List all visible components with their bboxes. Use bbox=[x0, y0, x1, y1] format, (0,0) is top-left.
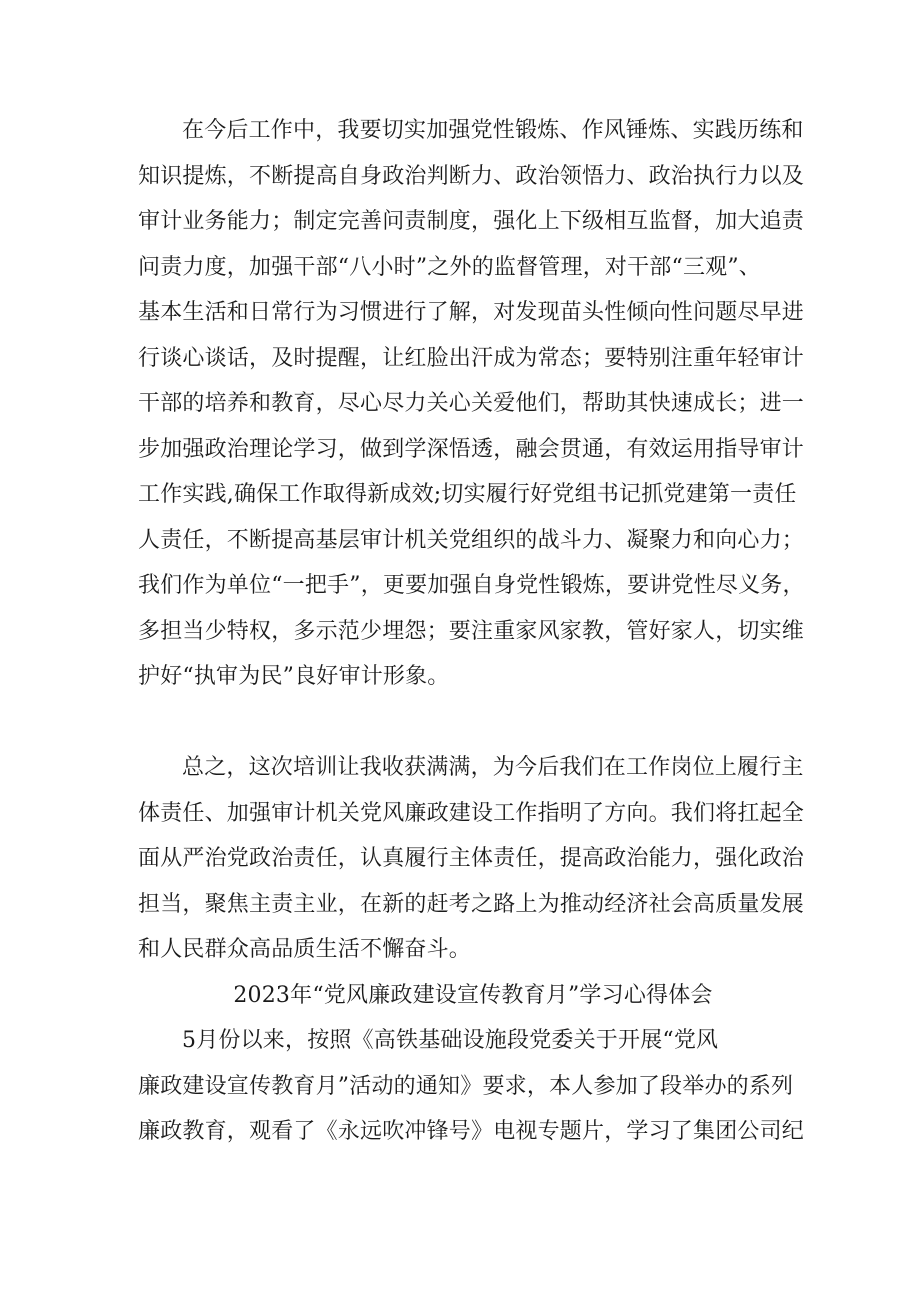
paragraph-line: 担当，聚焦主责主业，在新的赶考之路上为推动经济社会高质量发展 bbox=[138, 891, 805, 917]
paragraph-line: 廉政教育，观看了《永远吹冲锋号》电视专题片，学习了集团公司纪 bbox=[138, 1119, 805, 1144]
paragraph-line: 护好“执审为民”良好审计形象。 bbox=[138, 664, 450, 689]
paragraph-line: 我们作为单位“一把手”，更要加强自身党性锻炼，要讲党性尽义务， bbox=[138, 573, 805, 598]
paragraph-line: 体责任、加强审计机关党风廉政建设工作指明了方向。我们将扛起全 bbox=[138, 800, 805, 826]
paragraph-line: 总之，这次培训让我收获满满，为今后我们在工作岗位上履行主 bbox=[182, 755, 804, 780]
paragraph-line: 5月份以来，按照《高铁基础设施段党委关于开展“党风 bbox=[182, 1028, 719, 1053]
paragraph-line: 知识提炼，不断提高自身政治判断力、政治领悟力、政治执行力以及 bbox=[138, 163, 805, 189]
paragraph-line: 问责力度，加强干部“八小时”之外的监督管理，对干部“三观”、 bbox=[138, 254, 761, 280]
paragraph-line: 多担当少特权，多示范少埋怨；要注重家风家教，管好家人，切实维 bbox=[138, 618, 805, 644]
paragraph-intro bbox=[138, 1018, 808, 1155]
paragraph-line: 人责任，不断提高基层审计机关党组织的战斗力、凝聚力和向心力； bbox=[138, 527, 805, 553]
paragraph-line: 干部的培养和教育，尽心尽力关心关爱他们，帮助其快速成长；进一 bbox=[138, 391, 805, 416]
section-title: 2023年“党风廉政建设宣传教育月”学习心得体会 bbox=[233, 983, 713, 1008]
paragraph-line: 基本生活和日常行为习惯进行了解，对发现苗头性倾向性问题尽早进 bbox=[138, 300, 805, 325]
paragraph-line: 工作实践,确保工作取得新成效;切实履行好党组书记抓党建第一责任 bbox=[138, 482, 797, 507]
paragraph-line: 行谈心谈话，及时提醒，让红脸出汗成为常态；要特别注重年轻审计 bbox=[138, 345, 805, 371]
paragraph-work-plan bbox=[138, 108, 808, 700]
paragraph-summary bbox=[138, 745, 808, 973]
paragraph-line: 和人民群众高品质生活不懈奋斗。 bbox=[138, 937, 472, 962]
section-heading bbox=[138, 973, 808, 1019]
paragraph-line: 在今后工作中，我要切实加强党性锻炼、作风锤炼、实践历练和 bbox=[182, 118, 804, 143]
paragraph-line: 面从严治党政治责任，认真履行主体责任，提高政治能力，强化政治 bbox=[138, 846, 805, 871]
paragraph-line: 步加强政治理论学习，做到学深悟透，融会贯通，有效运用指导审计 bbox=[138, 436, 805, 462]
paragraph-line: 审计业务能力；制定完善问责制度，强化上下级相互监督，加大追责 bbox=[138, 209, 805, 234]
paragraph-line: 廉政建设宣传教育月”活动的通知》要求，本人参加了段举办的系列 bbox=[138, 1073, 794, 1099]
